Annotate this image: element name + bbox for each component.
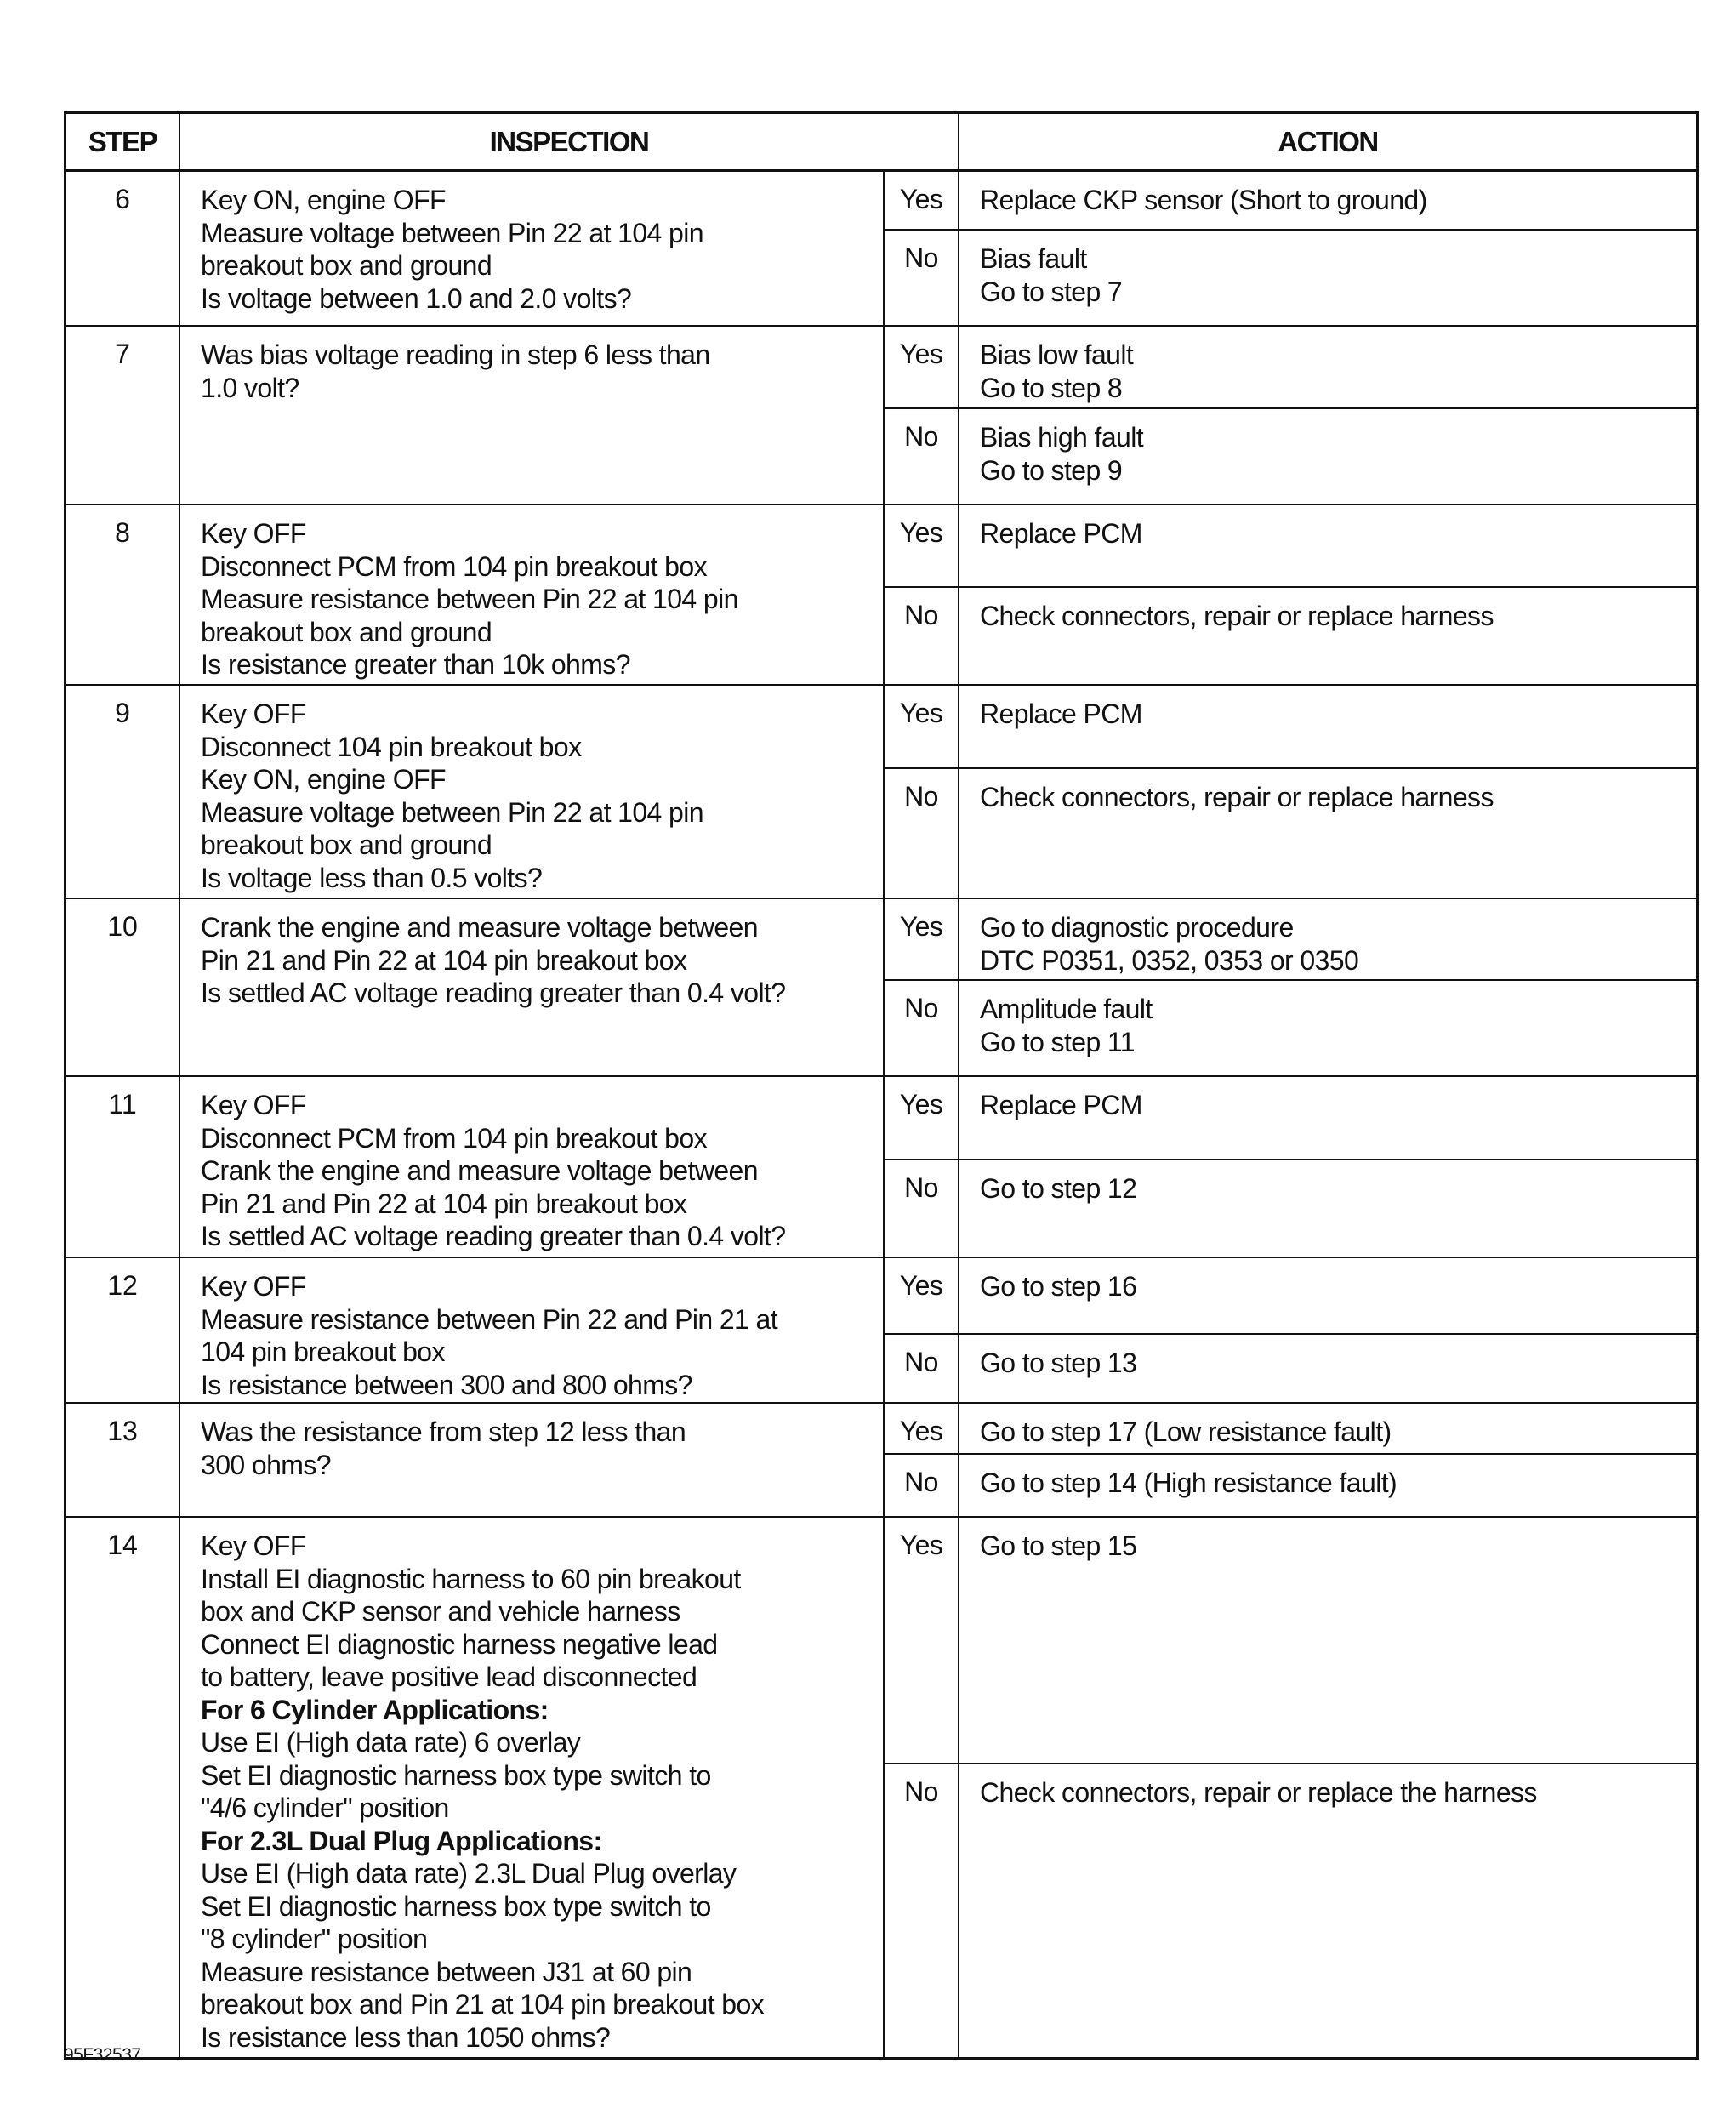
inspection-line: Measure voltage between Pin 22 at 104 pin: [201, 796, 703, 828]
action-line: Amplitude fault: [980, 994, 1153, 1024]
no-action: [958, 407, 1696, 504]
inspection-line: 104 pin breakout box: [201, 1336, 445, 1367]
action-line: Go to step 16: [980, 1271, 1137, 1302]
inspection-line: "4/6 cylinder" position: [201, 1792, 449, 1823]
inspection-line: Key OFF: [201, 1271, 306, 1302]
inspection-line: breakout box and ground: [201, 829, 492, 860]
yes-label: Yes: [883, 899, 958, 979]
yes-action: [958, 1518, 1696, 1763]
inspection-line: Is settled AC voltage reading greater than 0.4 volt?: [201, 1221, 786, 1251]
action-line: Bias fault: [980, 243, 1087, 274]
no-label: No: [883, 407, 958, 504]
table-row-step-14: [66, 1518, 1696, 2057]
action-line: Go to step 17 (Low resistance fault): [980, 1416, 1392, 1447]
action-line: Go to step 12: [980, 1173, 1137, 1204]
yes-label: Yes: [883, 1404, 958, 1453]
step-number: 7: [115, 339, 130, 369]
inspection-line: Use EI (High data rate) 2.3L Dual Plug overlay: [201, 1858, 737, 1889]
action-line: Go to step 9: [980, 454, 1123, 486]
inspection-line: to battery, leave positive lead disconnected: [201, 1661, 697, 1692]
step-number: 12: [107, 1270, 138, 1301]
inspection-line: Key ON, engine OFF: [201, 764, 446, 795]
inspection-cell: [179, 327, 883, 504]
inspection-line: For 6 Cylinder Applications:: [201, 1694, 549, 1725]
no-label: No: [883, 1333, 958, 1402]
yes-action: [958, 172, 1696, 229]
inspection-line: Connect EI diagnostic harness negative lead: [201, 1628, 718, 1660]
yes-action: [958, 1258, 1696, 1333]
inspection-line: Install EI diagnostic harness to 60 pin breakout: [201, 1563, 741, 1594]
inspection-line: Measure resistance between Pin 22 and Pin 21 at: [201, 1303, 778, 1335]
table-row-step-7: [66, 327, 1696, 505]
yes-label: Yes: [883, 1518, 958, 1763]
table-header: [66, 114, 1696, 172]
action-line: Check connectors, repair or replace harness: [980, 782, 1494, 812]
action-line: Go to diagnostic procedure: [980, 912, 1294, 943]
action-line: Check connectors, repair or replace harness: [980, 601, 1494, 631]
step-number: 6: [115, 184, 130, 214]
no-action: [958, 1453, 1696, 1516]
yes-action: [958, 899, 1696, 979]
inspection-line: Was bias voltage reading in step 6 less than: [201, 339, 710, 370]
action-line: Go to step 13: [980, 1348, 1137, 1378]
table-row-step-12: [66, 1258, 1696, 1404]
yes-action: [958, 505, 1696, 586]
inspection-line: Key OFF: [201, 1090, 306, 1120]
action-line: Bias high fault: [980, 422, 1144, 453]
no-label: No: [883, 586, 958, 684]
inspection-line: 1.0 volt?: [201, 372, 299, 403]
inspection-cell: [179, 1518, 883, 2057]
step-number: 9: [115, 698, 130, 728]
no-action: [958, 229, 1696, 325]
inspection-line: Measure resistance between J31 at 60 pin: [201, 1956, 692, 1987]
no-label: No: [883, 229, 958, 325]
inspection-line: Key OFF: [201, 698, 306, 729]
inspection-line: Measure resistance between Pin 22 at 104 pin: [201, 584, 738, 614]
inspection-line: Is resistance less than 1050 ohms?: [201, 2021, 611, 2053]
inspection-line: For 2.3L Dual Plug Applications:: [201, 1825, 602, 1856]
no-label: No: [883, 1159, 958, 1257]
action-line: Go to step 7: [980, 276, 1123, 307]
step-number: 14: [107, 1530, 138, 1560]
action-line: Bias low fault: [980, 339, 1134, 370]
inspection-line: Is voltage less than 0.5 volts?: [201, 862, 543, 893]
inspection-line: Pin 21 and Pin 22 at 104 pin breakout box: [201, 1188, 687, 1219]
no-action: [958, 1763, 1696, 2057]
step-number: 13: [107, 1416, 138, 1446]
yes-label: Yes: [883, 686, 958, 767]
yes-action: [958, 1077, 1696, 1159]
no-label: No: [883, 767, 958, 898]
step-number: 10: [107, 911, 138, 942]
no-action: [958, 586, 1696, 684]
inspection-cell: [179, 1077, 883, 1257]
action-line: Go to step 8: [980, 372, 1123, 403]
yes-action: [958, 686, 1696, 767]
action-line: Go to step 11: [980, 1026, 1135, 1057]
inspection-line: Disconnect PCM from 104 pin breakout box: [201, 1122, 707, 1154]
header-step: STEP: [88, 125, 157, 157]
yes-label: Yes: [883, 505, 958, 586]
action-line: Replace PCM: [980, 698, 1142, 729]
no-label: No: [883, 979, 958, 1075]
inspection-line: "8 cylinder" position: [201, 1923, 428, 1954]
no-label: No: [883, 1453, 958, 1516]
action-line: Replace PCM: [980, 1090, 1142, 1120]
no-action: [958, 979, 1696, 1075]
action-line: Check connectors, repair or replace the harness: [980, 1777, 1537, 1808]
inspection-line: Crank the engine and measure voltage between: [201, 912, 758, 943]
yes-label: Yes: [883, 1258, 958, 1333]
table-row-step-13: [66, 1404, 1696, 1518]
inspection-line: Disconnect PCM from 104 pin breakout box: [201, 550, 707, 582]
yes-action: [958, 327, 1696, 407]
inspection-line: Pin 21 and Pin 22 at 104 pin breakout box: [201, 944, 687, 976]
inspection-line: Key ON, engine OFF: [201, 185, 446, 215]
action-line: Go to step 15: [980, 1530, 1137, 1561]
no-label: No: [883, 1763, 958, 2057]
table-row-step-10: [66, 899, 1696, 1077]
inspection-cell: [179, 505, 883, 684]
header-inspection: INSPECTION: [179, 114, 958, 169]
inspection-line: Set EI diagnostic harness box type switch to: [201, 1890, 711, 1922]
inspection-line: 300 ohms?: [201, 1449, 331, 1480]
action-line: DTC P0351, 0352, 0353 or 0350: [980, 944, 1359, 976]
inspection-line: Is resistance between 300 and 800 ohms?: [201, 1369, 692, 1400]
action-line: Replace CKP sensor (Short to ground): [980, 185, 1427, 215]
step-number: 11: [108, 1089, 137, 1120]
inspection-cell: [179, 1404, 883, 1516]
action-line: Replace PCM: [980, 518, 1142, 549]
inspection-cell: [179, 172, 883, 325]
no-action: [958, 1333, 1696, 1402]
no-action: [958, 767, 1696, 898]
header-action: ACTION: [958, 114, 1696, 169]
inspection-line: Set EI diagnostic harness box type switch to: [201, 1759, 711, 1791]
inspection-line: Is voltage between 1.0 and 2.0 volts?: [201, 282, 632, 314]
figure-code: 95F32537: [64, 2045, 141, 2065]
inspection-line: Was the resistance from step 12 less than: [201, 1416, 686, 1447]
yes-action: [958, 1404, 1696, 1453]
yes-label: Yes: [883, 172, 958, 229]
table-row-step-11: [66, 1077, 1696, 1258]
table-row-step-8: [66, 505, 1696, 686]
action-line: Go to step 14 (High resistance fault): [980, 1467, 1397, 1498]
yes-label: Yes: [883, 327, 958, 407]
inspection-line: breakout box and ground: [201, 250, 492, 281]
diagnostic-table: [64, 111, 1699, 2060]
inspection-line: Is settled AC voltage reading greater than 0.4 volt?: [201, 977, 786, 1008]
inspection-cell: [179, 1258, 883, 1402]
inspection-line: breakout box and Pin 21 at 104 pin breakout box: [201, 1989, 765, 2020]
inspection-line: breakout box and ground: [201, 616, 492, 647]
no-action: [958, 1159, 1696, 1257]
inspection-line: Key OFF: [201, 1530, 306, 1561]
table-row-step-9: [66, 686, 1696, 899]
inspection-cell: [179, 899, 883, 1075]
step-number: 8: [115, 517, 130, 548]
inspection-line: Key OFF: [201, 518, 306, 549]
inspection-line: Is resistance greater than 10k ohms?: [201, 649, 630, 680]
table-row-step-6: [66, 172, 1696, 327]
inspection-line: Crank the engine and measure voltage between: [201, 1155, 758, 1186]
inspection-line: Use EI (High data rate) 6 overlay: [201, 1727, 581, 1758]
inspection-line: box and CKP sensor and vehicle harness: [201, 1596, 680, 1627]
inspection-cell: [179, 686, 883, 898]
inspection-line: Disconnect 104 pin breakout box: [201, 731, 582, 762]
inspection-line: Measure voltage between Pin 22 at 104 pin: [201, 217, 703, 248]
yes-label: Yes: [883, 1077, 958, 1159]
